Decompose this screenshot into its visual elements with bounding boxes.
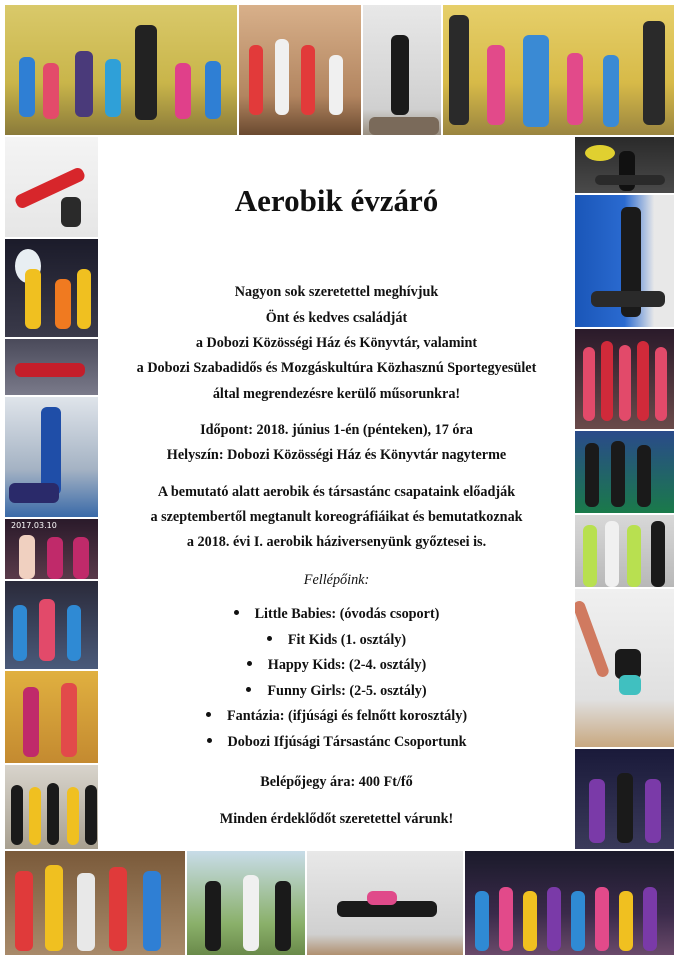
list-item [99,633,574,659]
photo-right-3 [574,328,675,430]
bullet-icon [267,636,272,641]
performers-heading: Fellépőink: [303,572,370,588]
photo-left-3 [4,338,99,396]
photo-left-8 [4,764,99,850]
photo-bottom-4 [464,850,675,956]
list-item [99,607,574,633]
photo-right-5 [574,514,675,588]
photo-bottom-3 [306,850,464,956]
photo-top-1 [4,4,238,136]
performer-label: Funny Girls: (2-5. osztály) [267,682,427,699]
performers-list [99,607,574,760]
photo-top-3 [362,4,442,136]
photo-left-7 [4,670,99,764]
event-time: Időpont: 2018. június 1-én (pénteken), 17 óra [200,422,473,438]
photo-left-6 [4,580,99,670]
photo-bottom-2 [186,850,306,956]
ticket-price: Belépőjegy ára: 400 Ft/fő [260,774,413,790]
performer-label: Happy Kids: (2-4. osztály) [267,657,427,673]
invitation-line-2: Önt és kedves családját [265,310,408,326]
bullet-icon [234,610,239,615]
photo-left-2 [4,238,99,338]
performer-label: Dobozi Ifjúsági Társastánc Csoportunk [227,733,467,750]
photo-right-7 [574,748,675,850]
invitation-line-4: a Dobozi Szabadidős és Mozgáskultúra Közhasznú Sportegyesület [136,360,537,376]
list-item [99,658,574,684]
program-line-1: A bemutató alatt aerobik és társastánc csapataink előadják [157,484,516,500]
bullet-icon [246,687,251,692]
program-line-3: a 2018. évi I. aerobik háziversenyünk győztesei is. [186,534,487,550]
photo-right-4 [574,430,675,514]
photo-right-6 [574,588,675,748]
invitation-line-3: a Dobozi Közösségi Ház és Könyvtár, valamint [195,335,478,351]
list-item [99,684,574,710]
photo-left-4 [4,396,99,518]
performer-label: Little Babies: (óvodás csoport) [254,606,440,622]
photo-bottom-1 [4,850,186,956]
photo-right-2 [574,194,675,328]
list-item [99,735,574,761]
program-line-2: a szeptembertől megtanult koreográfiáikat és bemutatkoznak [150,509,523,525]
list-item [99,709,574,735]
photo-left-1 [4,136,99,238]
event-place: Helyszín: Dobozi Közösségi Ház és Könyvtár nagyterme [166,447,507,463]
poster-title: Aerobik évzáró [234,183,439,218]
photo-top-2 [238,4,362,136]
photo-date-stamp: 2017.03.10 [11,521,57,530]
photo-top-4 [442,4,675,136]
bullet-icon [206,712,211,717]
closing-line: Minden érdeklődőt szeretettel várunk! [219,811,454,827]
invitation-line-1: Nagyon sok szeretettel meghívjuk [234,284,439,300]
photo-right-1 [574,136,675,194]
invitation-line-5: által megrendezésre kerülő műsorunkra! [212,386,461,402]
performer-label: Fit Kids (1. osztály) [287,631,407,648]
invitation-sheet [99,137,574,849]
photo-left-5 [4,518,99,580]
bullet-icon [247,661,252,666]
bullet-icon [207,738,212,743]
performer-label: Fantázia: (ifjúsági és felnőtt korosztály) [226,708,468,724]
